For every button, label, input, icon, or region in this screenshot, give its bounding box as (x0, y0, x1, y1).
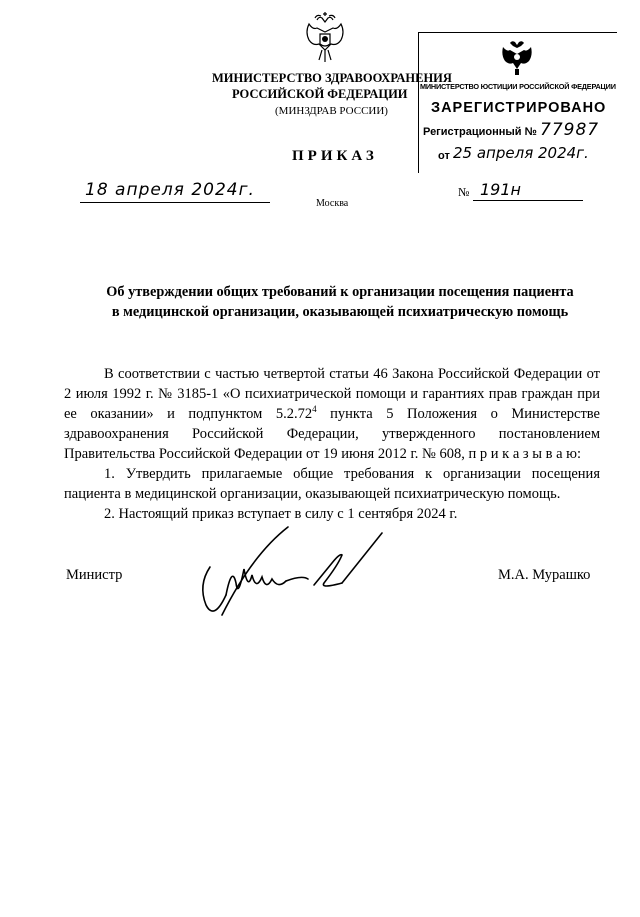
ministry-name-line2: РОССИЙСКОЙ ФЕДЕРАЦИИ (232, 87, 408, 101)
handwritten-date: 18 апреля 2024г. (85, 180, 255, 200)
preamble-text-end: пункта 5 Положения о Министерстве здравоохранения Российской Федерации, утвержденного постановлением Правительства Российской Федерации от 19 июня 2012 г. № 608, п р и к а з ы в а ю: (64, 406, 600, 462)
ministry-short-name: (МИНЗДРАВ РОССИИ) (275, 105, 388, 117)
handwritten-number: 191н (480, 180, 521, 199)
stamp-title: ЗАРЕГИСТРИРОВАНО (431, 100, 607, 116)
coat-of-arms-icon (303, 10, 347, 68)
document-title-line1: Об утверждении общих требований к организации посещения пациента (106, 284, 574, 300)
body-paragraph-item-1: 1. Утвердить прилагаемые общие требования к организации посещения пациента в медицинской организации, оказывающей психиатрическую помощь. (64, 466, 600, 502)
document-type-heading: ПРИКАЗ (292, 148, 378, 164)
handwritten-signature (192, 525, 392, 625)
signatory-position: Министр (66, 567, 123, 583)
signatory-name: М.А. Мурашко (498, 567, 591, 583)
stamp-organization: МИНИСТЕРСТВО ЮСТИЦИИ РОССИЙСКОЙ ФЕДЕРАЦИИ (420, 82, 616, 91)
number-underline (473, 200, 583, 201)
body-paragraph-preamble (64, 364, 600, 464)
city-label: Москва (316, 198, 349, 209)
date-underline (80, 202, 270, 203)
ministry-name-line1: МИНИСТЕРСТВО ЗДРАВООХРАНЕНИЯ (212, 71, 452, 85)
stamp-from-label: от (438, 150, 450, 162)
document-title-line2: в медицинской организации, оказывающей психиатрическую помощь (111, 304, 569, 320)
preamble-superscript: 4 (312, 404, 317, 415)
preamble-text-start: В соответствии с частью четвертой статьи 46 Закона Российской Федерации от 2 июля 1992 г. № 3185-1 «О психиатрической помощи и гарантиях прав граждан при ее оказании» и подпунктом 5.2.72 (64, 366, 600, 422)
number-label: № (458, 185, 470, 199)
stamp-registration-number: 77987 (540, 120, 600, 140)
stamp-registration-label: Регистрационный № (423, 126, 537, 138)
stamp-emblem-icon (499, 37, 535, 77)
body-paragraph-item-2: 2. Настоящий приказ вступает в силу с 1 сентября 2024 г. (104, 506, 458, 522)
stamp-from-date: 25 апреля 2024г. (453, 144, 589, 162)
document-title (60, 282, 620, 322)
